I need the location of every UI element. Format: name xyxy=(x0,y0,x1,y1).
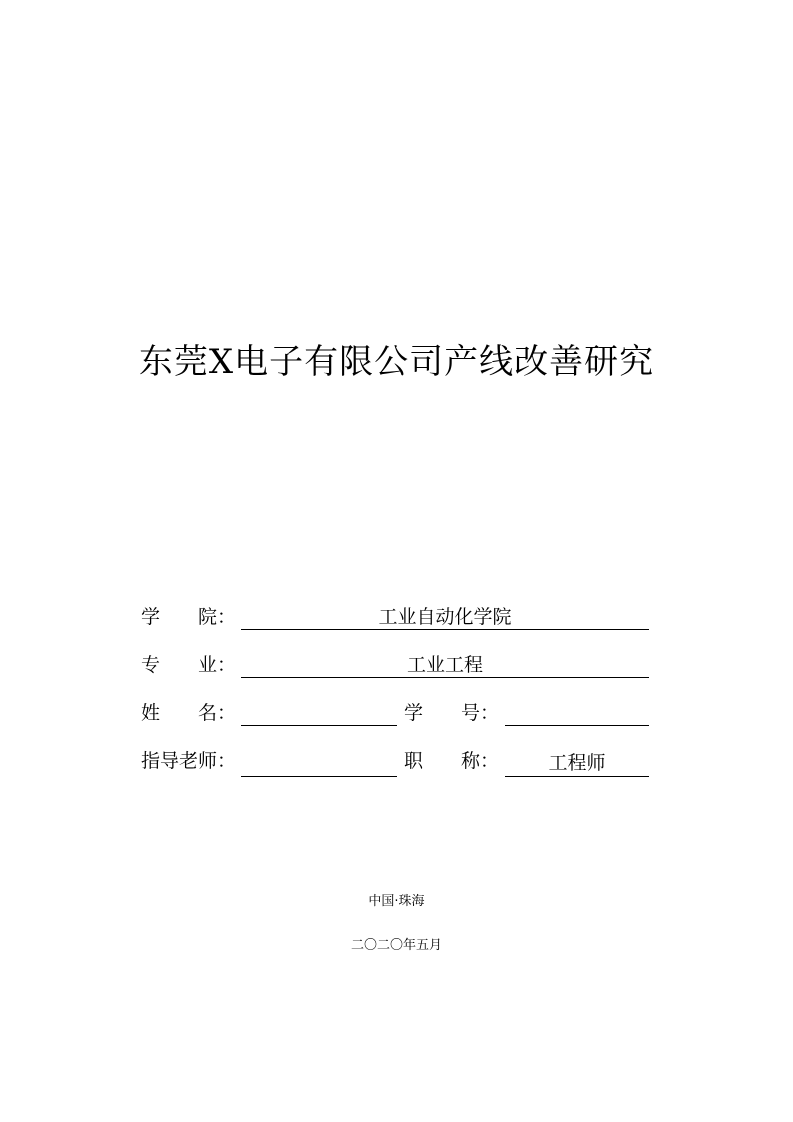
label-second-char: 名： xyxy=(198,702,237,724)
advisor-field xyxy=(241,750,397,777)
label-first-char: 学 xyxy=(141,606,161,628)
title-rank-label-text xyxy=(404,750,499,772)
student-id-label-text xyxy=(404,702,499,724)
label-second-char: 号： xyxy=(461,702,500,724)
label-first-char: 学 xyxy=(404,702,424,724)
label-second-char: 称： xyxy=(461,750,500,772)
label-first-char: 专 xyxy=(141,654,161,676)
footer-location: 中国·珠海 xyxy=(368,894,425,909)
college-value: 工业自动化学院 xyxy=(378,606,512,628)
name-label-text xyxy=(141,702,236,724)
major-value: 工业工程 xyxy=(406,654,483,676)
document-title: 东莞X电子有限公司产线改善研究 xyxy=(138,342,655,382)
footer-date: 二〇二〇年五月 xyxy=(350,938,442,953)
label-second-char: 业： xyxy=(198,654,237,676)
major-label-text xyxy=(141,654,236,676)
label-second-char: 院： xyxy=(198,606,237,628)
major-label xyxy=(141,652,236,678)
title-rank-label xyxy=(404,748,500,774)
label-first-char: 姓 xyxy=(141,702,161,724)
student-id-field xyxy=(505,699,649,726)
college-label-text xyxy=(141,604,236,630)
student-id-label xyxy=(404,700,500,726)
label-first-char: 职 xyxy=(404,750,424,772)
name-label xyxy=(141,700,236,726)
name-field xyxy=(241,699,397,726)
college-label xyxy=(141,604,236,630)
advisor-label-text: 指导老师： xyxy=(141,750,237,772)
advisor-label xyxy=(141,748,236,774)
title-rank-value: 工程师 xyxy=(548,752,606,774)
